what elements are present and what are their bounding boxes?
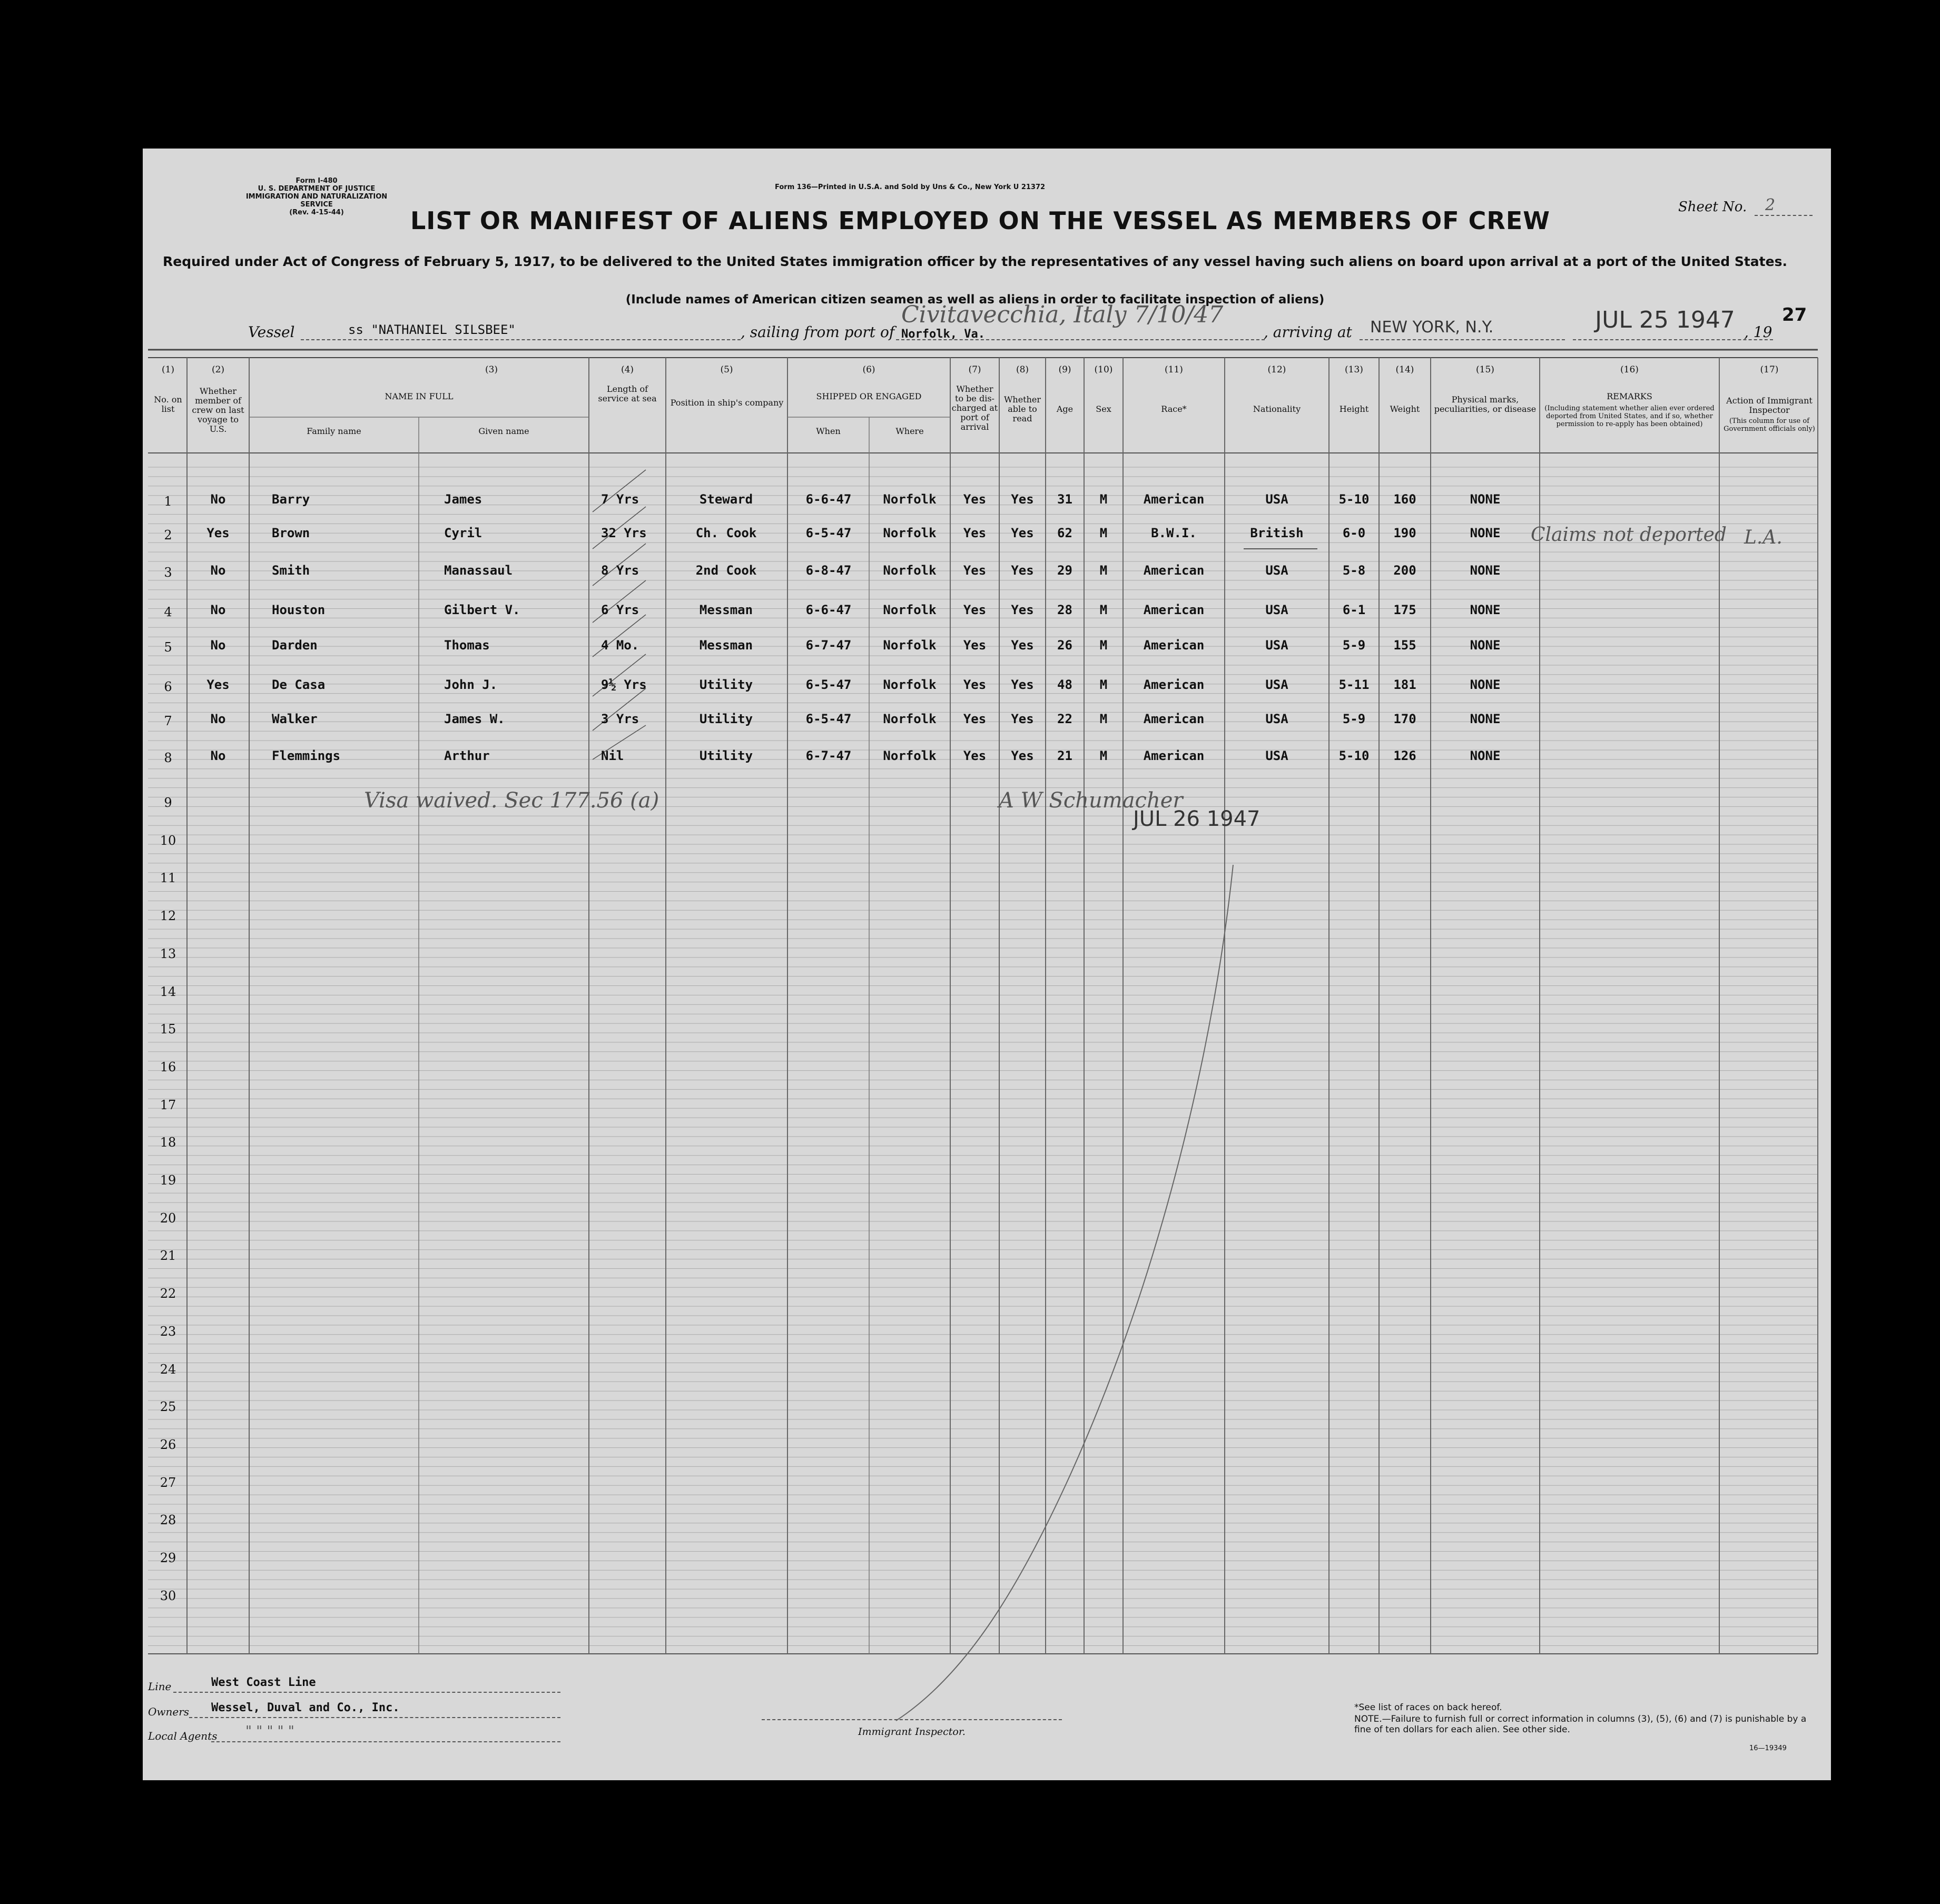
row-number: 15	[160, 1022, 176, 1037]
row-number: 21	[160, 1248, 176, 1263]
page-number: 27	[1782, 304, 1807, 325]
row-number: 20	[160, 1211, 176, 1226]
pen-stroke	[896, 865, 1233, 1721]
cell-race: American	[1143, 638, 1205, 653]
cell-when: 6-7-47	[805, 638, 852, 653]
sheet-number: 2	[1765, 196, 1776, 214]
row-number: 13	[160, 946, 176, 961]
cell-age: 21	[1057, 748, 1072, 763]
cell-given: James	[444, 492, 482, 507]
cell-family: Darden	[272, 638, 318, 653]
cell-nationality: USA	[1265, 563, 1288, 578]
col-head-11: Race*	[1161, 404, 1187, 414]
col-head-4: Length of service at sea	[598, 384, 657, 403]
col-head-17: Action of Immigrant Inspector	[1726, 396, 1813, 415]
row-number: 28	[160, 1513, 176, 1527]
arriving-label: , arriving at	[1264, 323, 1352, 341]
col-note-17: (This column for use of Government officials only)	[1724, 417, 1815, 433]
cell-marks: NONE	[1470, 748, 1501, 763]
col-num-12: (12)	[1267, 364, 1286, 375]
col-num-2: (2)	[211, 364, 225, 375]
col-num-6: (6)	[862, 364, 875, 375]
cell-discharged: Yes	[963, 563, 987, 578]
cell-age: 22	[1057, 712, 1072, 726]
col-head-where: Where	[895, 426, 924, 436]
cell-sex: M	[1099, 526, 1108, 540]
cell-read: Yes	[1011, 492, 1034, 507]
sheet-label: Sheet No.	[1678, 199, 1747, 215]
cell-given: Manassaul	[444, 563, 513, 578]
punch-hole	[111, 698, 139, 725]
cell-sex: M	[1099, 603, 1108, 617]
row-number: 18	[160, 1135, 176, 1150]
cell-position: Utility	[699, 712, 753, 726]
col-num-17: (17)	[1760, 364, 1779, 375]
vessel-name: ss "NATHANIEL SILSBEE"	[348, 322, 516, 337]
cell-sex: M	[1099, 492, 1108, 507]
cell-height: 5-10	[1338, 492, 1370, 507]
row-number: 14	[160, 984, 176, 999]
col-num-4: (4)	[621, 364, 634, 375]
department-name: U. S. DEPARTMENT OF JUSTICE	[258, 185, 376, 193]
cell-when: 6-6-47	[805, 603, 852, 617]
col-head-9: Age	[1056, 404, 1074, 414]
cell-race: American	[1143, 563, 1205, 578]
cell-position: Messman	[699, 638, 753, 653]
agents-label: Local Agents	[148, 1730, 218, 1742]
cell-race: American	[1143, 712, 1205, 726]
cell-service: 3 Yrs	[601, 712, 639, 726]
col-num-11: (11)	[1165, 364, 1183, 375]
punch-hole	[111, 291, 139, 318]
row-number: 22	[160, 1286, 176, 1301]
cell-when: 6-5-47	[805, 677, 852, 692]
cell-marks: NONE	[1470, 712, 1501, 726]
cell-read: Yes	[1011, 603, 1034, 617]
row-number: 8	[164, 751, 172, 765]
cell-last-voyage: No	[210, 603, 226, 617]
cell-service: 32 Yrs	[601, 526, 647, 540]
inspector-label: Immigrant Inspector.	[858, 1726, 966, 1738]
row-number: 27	[160, 1475, 176, 1490]
cell-discharged: Yes	[963, 603, 987, 617]
cell-nationality: USA	[1265, 492, 1288, 507]
cell-weight: 175	[1393, 603, 1416, 617]
col-head-1: No. on list	[154, 394, 182, 414]
year-label: , 19	[1744, 323, 1772, 341]
cell-family: De Casa	[272, 677, 326, 692]
col-head-12: Nationality	[1253, 404, 1301, 414]
row-number: 5	[164, 640, 172, 655]
col-num-8: (8)	[1016, 364, 1029, 375]
cell-nationality: USA	[1265, 712, 1288, 726]
fine-note: NOTE.—Failure to furnish full or correct information in columns (3), (5), (6) and (7) is punishable by a fine of ten dollars for each alien. See other side.	[1354, 1714, 1807, 1735]
row-number: 6	[164, 679, 172, 694]
include-note: (Include names of American citizen seamen as well as aliens in order to facilitate inspection of aliens)	[625, 293, 1325, 307]
cell-marks: NONE	[1470, 603, 1501, 617]
col-head-family: Family name	[307, 426, 361, 436]
cell-height: 5-10	[1338, 748, 1370, 763]
printer-line: Form 136—Printed in U.S.A. and Sold by Uns & Co., New York U 21372	[775, 183, 1046, 191]
cell-age: 29	[1057, 563, 1072, 578]
owners-underline	[189, 1717, 560, 1718]
cell-discharged: Yes	[963, 748, 987, 763]
punch-hole	[111, 1157, 139, 1185]
cell-when: 6-8-47	[805, 563, 852, 578]
service-name: IMMIGRATION AND NATURALIZATION SERVICE	[245, 193, 388, 209]
cell-family: Flemmings	[272, 748, 341, 763]
cell-weight: 200	[1393, 563, 1416, 578]
cell-sex: M	[1099, 712, 1108, 726]
row-number: 1	[164, 494, 172, 509]
cell-where: Norfolk	[883, 712, 937, 726]
cell-where: Norfolk	[883, 638, 937, 653]
col-num-14: (14)	[1395, 364, 1414, 375]
cell-read: Yes	[1011, 677, 1034, 692]
cell-position: Utility	[699, 748, 753, 763]
cell-race: American	[1143, 603, 1205, 617]
cell-race: B.W.I.	[1151, 526, 1197, 540]
cell-height: 5-9	[1342, 712, 1366, 726]
cell-marks: NONE	[1470, 563, 1501, 578]
col-head-7: Whether to be dis-charged at port of arrival	[951, 384, 998, 432]
row-number: 25	[160, 1399, 176, 1414]
cell-where: Norfolk	[883, 526, 937, 540]
row-number: 9	[164, 795, 172, 810]
visa-waived-note: Visa waived. Sec 177.56 (a)	[364, 788, 659, 813]
sailing-label: , sailing from port of	[741, 323, 895, 341]
cell-last-voyage: Yes	[206, 526, 230, 540]
cell-last-voyage: No	[210, 748, 226, 763]
row-number: 30	[160, 1589, 176, 1603]
cell-service: 4 Mo.	[601, 638, 639, 653]
cell-family: Smith	[272, 563, 310, 578]
row-number: 7	[164, 714, 172, 728]
arrival-date-stamp: JUL 25 1947	[1595, 307, 1735, 333]
cell-discharged: Yes	[963, 492, 987, 507]
cell-when: 6-6-47	[805, 492, 852, 507]
col-num-7: (7)	[968, 364, 981, 375]
row-number: 24	[160, 1362, 176, 1377]
col-head-5: Position in ship's company	[670, 398, 784, 408]
cell-sex: M	[1099, 677, 1108, 692]
row-number: 4	[164, 605, 172, 619]
inspection-date-stamp: JUL 26 1947	[1133, 807, 1260, 831]
cell-height: 5-8	[1342, 563, 1366, 578]
col-num-16: (16)	[1620, 364, 1639, 375]
cell-given: Cyril	[444, 526, 482, 540]
cell-given: James W.	[444, 712, 505, 726]
line-label: Line	[148, 1680, 172, 1693]
cell-age: 28	[1057, 603, 1072, 617]
cell-family: Walker	[272, 712, 318, 726]
row-number: 16	[160, 1060, 176, 1074]
cell-weight: 126	[1393, 748, 1416, 763]
row-number: 10	[160, 833, 176, 848]
punch-hole	[111, 370, 139, 397]
punch-hole	[111, 1236, 139, 1264]
row-number: 26	[160, 1437, 176, 1452]
cell-weight: 170	[1393, 712, 1416, 726]
col-num-13: (13)	[1345, 364, 1363, 375]
col-head-10: Sex	[1096, 404, 1111, 414]
cell-discharged: Yes	[963, 638, 987, 653]
cell-age: 62	[1057, 526, 1072, 540]
col-head-2: Whether member of crew on last voyage to U.S.	[192, 386, 244, 434]
cell-read: Yes	[1011, 526, 1034, 540]
row-number: 2	[164, 528, 172, 542]
col-head-13: Height	[1339, 404, 1369, 414]
line-value: West Coast Line	[211, 1676, 316, 1689]
col-note-16: (Including statement whether alien ever ordered deported from United States, and if so, whether permission to re-apply has been obtained)	[1544, 405, 1715, 428]
owners-label: Owners	[148, 1705, 190, 1718]
inspector-signature-line	[762, 1719, 1062, 1720]
cell-position: Messman	[699, 603, 753, 617]
page-subtitle: Required under Act of Congress of February 5, 1917, to be delivered to the United States immigration officer by the representatives of any vessel having such aliens on board upon arrival at a port of the United States.	[163, 254, 1787, 269]
cell-last-voyage: Yes	[206, 677, 230, 692]
cell-read: Yes	[1011, 563, 1034, 578]
form-number: Form I-480	[296, 177, 338, 185]
cell-last-voyage: No	[210, 563, 226, 578]
owners-value: Wessel, Duval and Co., Inc.	[211, 1701, 400, 1714]
cell-where: Norfolk	[883, 603, 937, 617]
cell-service: 6 Yrs	[601, 603, 639, 617]
sailing-port-handwritten: Civitavecchia, Italy 7/10/47	[901, 301, 1224, 328]
row-number: 29	[160, 1551, 176, 1565]
cell-age: 31	[1057, 492, 1072, 507]
cell-race: American	[1143, 748, 1205, 763]
col-head-given: Given name	[478, 426, 529, 436]
punch-hole	[111, 616, 139, 643]
col-head-when: When	[816, 426, 841, 436]
cell-last-voyage: No	[210, 712, 226, 726]
agents-value: " " " " "	[245, 1723, 294, 1739]
cell-height: 5-11	[1338, 677, 1370, 692]
cell-last-voyage: No	[210, 638, 226, 653]
cell-race: American	[1143, 492, 1205, 507]
col-num-15: (15)	[1476, 364, 1494, 375]
cell-read: Yes	[1011, 712, 1034, 726]
cell-sex: M	[1099, 638, 1108, 653]
cell-family: Barry	[272, 492, 310, 507]
races-note: *See list of races on back hereof.	[1354, 1702, 1502, 1713]
cell-position: 2nd Cook	[695, 563, 757, 578]
row-number: 19	[160, 1173, 176, 1188]
cell-service: Nil	[601, 748, 624, 763]
col-head-3: NAME IN FULL	[385, 391, 454, 401]
sailing-port: Norfolk, Va.	[901, 328, 985, 341]
form-code: 16—19349	[1749, 1744, 1787, 1752]
punch-hole	[111, 1561, 139, 1589]
cell-marks: NONE	[1470, 638, 1501, 653]
cell-height: 6-0	[1342, 526, 1366, 540]
cell-when: 6-5-47	[805, 712, 852, 726]
cell-given: Gilbert V.	[444, 603, 520, 617]
cell-height: 5-9	[1342, 638, 1366, 653]
row-number: 12	[160, 909, 176, 923]
cell-nationality: USA	[1265, 638, 1288, 653]
cell-race: American	[1143, 677, 1205, 692]
cell-marks: NONE	[1470, 492, 1501, 507]
manifest-sheet	[143, 149, 1831, 1780]
cell-position: Steward	[699, 492, 753, 507]
cell-when: 6-7-47	[805, 748, 852, 763]
row-number: 23	[160, 1324, 176, 1339]
cell-where: Norfolk	[883, 492, 937, 507]
row-number: 11	[160, 871, 176, 885]
cell-family: Brown	[272, 526, 310, 540]
cell-discharged: Yes	[963, 712, 987, 726]
cell-service: 9½ Yrs	[601, 677, 647, 692]
inspector-signature: A W Schumacher	[999, 788, 1183, 813]
cell-where: Norfolk	[883, 563, 937, 578]
punch-hole	[111, 1481, 139, 1508]
col-num-3: (3)	[485, 364, 498, 375]
col-num-5: (5)	[720, 364, 733, 375]
col-head-14: Weight	[1390, 404, 1420, 414]
cell-weight: 155	[1393, 638, 1416, 653]
cell-where: Norfolk	[883, 677, 937, 692]
row-number: 17	[160, 1098, 176, 1112]
cell-height: 6-1	[1342, 603, 1366, 617]
cell-age: 48	[1057, 677, 1072, 692]
col-head-6: SHIPPED OR ENGAGED	[816, 391, 922, 401]
cell-discharged: Yes	[963, 677, 987, 692]
line-underline	[173, 1692, 560, 1693]
form-revision: (Rev. 4-15-44)	[289, 209, 344, 216]
cell-sex: M	[1099, 563, 1108, 578]
cell-weight: 160	[1393, 492, 1416, 507]
remarks-handwritten-row-2: Claims not deported	[1531, 524, 1727, 546]
cell-given: Arthur	[444, 748, 490, 763]
cell-discharged: Yes	[963, 526, 987, 540]
row-number: 3	[164, 565, 172, 580]
col-head-15: Physical marks, peculiarities, or disease	[1434, 394, 1537, 414]
cell-where: Norfolk	[883, 748, 937, 763]
col-num-10: (10)	[1094, 364, 1113, 375]
cell-nationality: British	[1250, 526, 1304, 540]
cell-service: 8 Yrs	[601, 563, 639, 578]
col-num-1: (1)	[161, 364, 175, 375]
cell-when: 6-5-47	[805, 526, 852, 540]
cell-marks: NONE	[1470, 526, 1501, 540]
cell-age: 26	[1057, 638, 1072, 653]
cell-weight: 181	[1393, 677, 1416, 692]
cell-position: Ch. Cook	[695, 526, 757, 540]
cell-given: Thomas	[444, 638, 490, 653]
cell-given: John J.	[444, 677, 498, 692]
vessel-label: Vessel	[248, 323, 295, 341]
cell-position: Utility	[699, 677, 753, 692]
cell-nationality: USA	[1265, 603, 1288, 617]
page-title: LIST OR MANIFEST OF ALIENS EMPLOYED ON THE VESSEL AS MEMBERS OF CREW	[410, 206, 1550, 235]
col-head-16: REMARKS	[1607, 391, 1652, 401]
cell-weight: 190	[1393, 526, 1416, 540]
cell-nationality: USA	[1265, 677, 1288, 692]
action-handwritten-row-2: L.A.	[1744, 527, 1783, 548]
agents-underline	[211, 1741, 560, 1742]
cell-nationality: USA	[1265, 748, 1288, 763]
col-num-9: (9)	[1058, 364, 1071, 375]
col-head-8: Whether able to read	[1003, 394, 1041, 423]
cell-read: Yes	[1011, 638, 1034, 653]
cell-family: Houston	[272, 603, 326, 617]
cell-read: Yes	[1011, 748, 1034, 763]
cell-service: 7 Yrs	[601, 492, 639, 507]
cell-sex: M	[1099, 748, 1108, 763]
cell-last-voyage: No	[210, 492, 226, 507]
cell-marks: NONE	[1470, 677, 1501, 692]
arriving-port: NEW YORK, N.Y.	[1370, 318, 1494, 337]
